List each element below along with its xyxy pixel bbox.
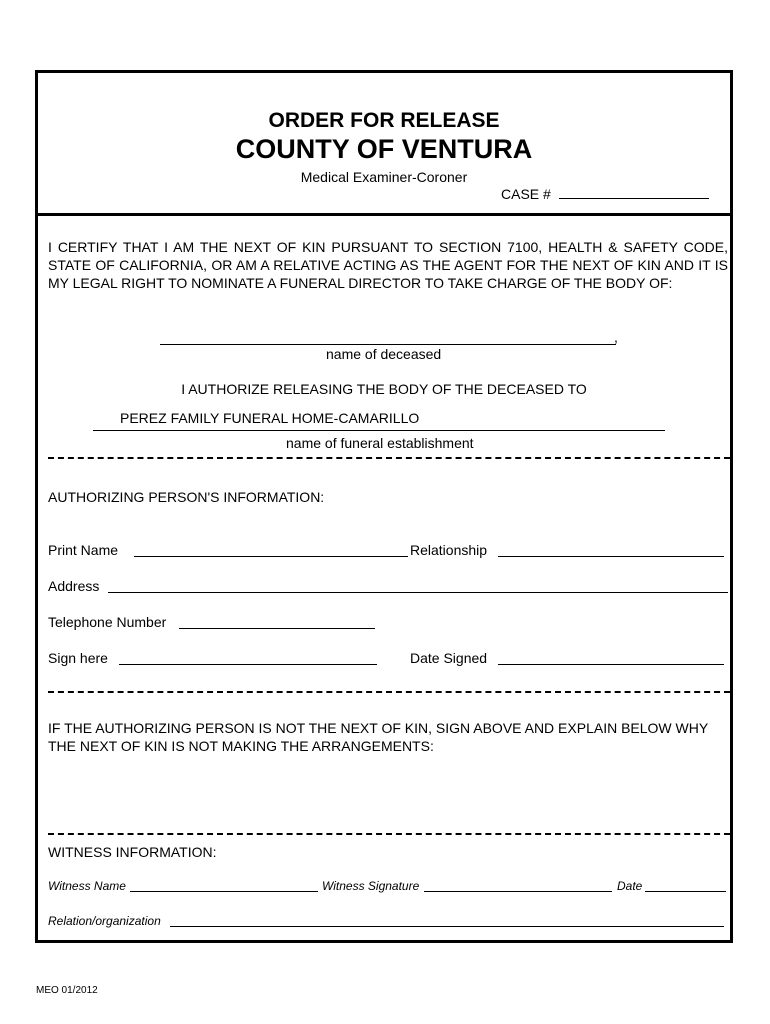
witness-heading: WITNESS INFORMATION: [48, 844, 217, 860]
witness-name-label: Witness Name [48, 879, 126, 893]
funeral-caption: name of funeral establishment [286, 435, 474, 451]
county-title: COUNTY OF VENTURA [235, 134, 533, 164]
relationship-label: Relationship [410, 542, 488, 558]
witness-name-field[interactable] [130, 891, 318, 892]
case-number-row [501, 186, 709, 202]
release-order-form [35, 70, 733, 943]
deceased-name-field[interactable] [160, 344, 616, 345]
address-field[interactable] [108, 592, 728, 593]
section-divider [48, 457, 730, 459]
witness-signature-label: Witness Signature [322, 879, 420, 893]
case-label: CASE # [501, 186, 551, 202]
relation-label: Relation/organization [48, 914, 161, 928]
section-divider [48, 691, 730, 693]
signature-field[interactable] [119, 664, 377, 665]
witness-date-label: Date [617, 879, 643, 893]
print-name-label: Print Name [48, 542, 119, 558]
date-signed-field[interactable] [498, 664, 724, 665]
department-subtitle: Medical Examiner-Coroner [300, 169, 468, 185]
authorize-statement: I AUTHORIZE RELEASING THE BODY OF THE DECEASED TO [181, 381, 587, 397]
authorizing-heading: AUTHORIZING PERSON'S INFORMATION: [48, 489, 325, 505]
address-label: Address [48, 578, 100, 594]
section-divider [48, 833, 730, 835]
deceased-caption: name of deceased [326, 346, 442, 362]
form-code: MEO 01/2012 [36, 985, 98, 996]
form-header [38, 73, 730, 216]
case-number-field[interactable] [559, 186, 709, 199]
witness-signature-field[interactable] [424, 891, 612, 892]
relation-field[interactable] [170, 926, 724, 927]
form-title: ORDER FOR RELEASE [268, 109, 500, 132]
sign-here-label: Sign here [48, 650, 108, 666]
witness-date-field[interactable] [645, 891, 726, 892]
date-signed-label: Date Signed [410, 650, 488, 666]
print-name-field[interactable] [134, 556, 408, 557]
telephone-field[interactable] [179, 628, 375, 629]
relationship-field[interactable] [498, 556, 724, 557]
deceased-comma: , [614, 329, 618, 345]
certification-text: I CERTIFY THAT I AM THE NEXT OF KIN PURSUANT TO SECTION 7100, HEALTH & SAFETY CODE, STATE OF CALIFORNIA, OR AM A RELATIVE ACTING AS THE AGENT FOR THE NEXT OF KIN AND IT IS MY LEGAL RIGHT TO NOMINATE A FUNERAL DIRECTOR TO TAKE CHARGE OF THE BODY OF: [48, 239, 728, 291]
explanation-text: IF THE AUTHORIZING PERSON IS NOT THE NEXT OF KIN, SIGN ABOVE AND EXPLAIN BELOW WHY THE NEXT OF KIN IS NOT MAKING THE ARRANGEMENTS: [48, 720, 708, 754]
funeral-home-value: PEREZ FAMILY FUNERAL HOME-CAMARILLO [120, 410, 420, 426]
funeral-establishment-field[interactable] [93, 430, 665, 431]
telephone-label: Telephone Number [48, 614, 167, 630]
